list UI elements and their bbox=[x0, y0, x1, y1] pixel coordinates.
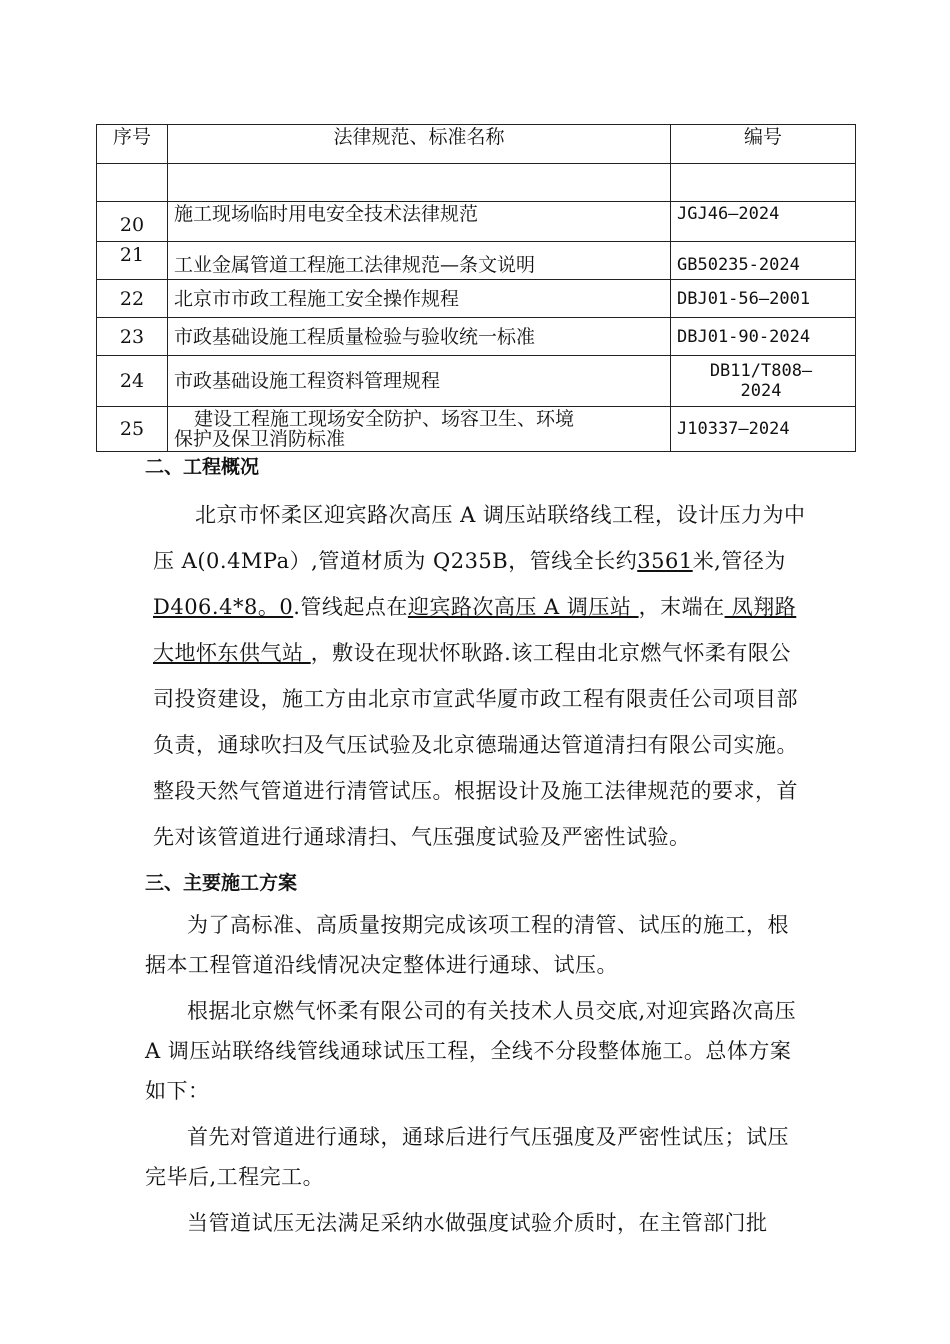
row-no: 21 bbox=[97, 242, 168, 280]
header-name: 法律规范、标准名称 bbox=[168, 125, 671, 164]
text-run: ，末端在 bbox=[638, 595, 725, 619]
table-row bbox=[97, 356, 856, 407]
section2-heading: 二、工程概况 bbox=[145, 456, 260, 478]
section3-heading: 三、主要施工方案 bbox=[145, 872, 298, 894]
header-code: 编号 bbox=[671, 125, 856, 164]
row-no: 24 bbox=[97, 356, 168, 407]
row-no bbox=[97, 164, 168, 202]
header-no: 序号 bbox=[97, 125, 168, 164]
row-name: 市政基础设施工程资料管理规程 bbox=[168, 356, 671, 407]
pipe-diameter: D406.4*8。0 bbox=[153, 595, 294, 619]
row-code-line1: DB11/T808— bbox=[709, 361, 813, 381]
row-name: 市政基础设施工程质量检验与验收统一标准 bbox=[168, 318, 671, 356]
section3-paragraph: 为了高标准、高质量按期完成该项工程的清管、试压的施工，根据本工程管道沿线情况决定整体进行通球、试压。 bbox=[145, 913, 789, 977]
row-name-line2: 保护及保卫消防标准 bbox=[174, 428, 346, 450]
row-code bbox=[671, 164, 856, 202]
row-code: JGJ46—2024 bbox=[671, 202, 856, 242]
row-no: 22 bbox=[97, 280, 168, 318]
row-code: DBJ01-56—2001 bbox=[671, 280, 856, 318]
row-name: 工业金属管道工程施工法律规范—条文说明 bbox=[168, 242, 671, 280]
row-code: DBJ01-90-2024 bbox=[671, 318, 856, 356]
row-code: GB50235-2024 bbox=[671, 242, 856, 280]
pipe-length: 3561 bbox=[637, 549, 693, 573]
row-name: 北京市市政工程施工安全操作规程 bbox=[168, 280, 671, 318]
section3-paragraph: 首先对管道进行通球，通球后进行气压强度及严密性试压；试压完毕后,工程完工。 bbox=[145, 1125, 789, 1189]
section3-paragraph: 根据北京燃气怀柔有限公司的有关技术人员交底,对迎宾路次高压 A 调压站联络线管线通球试压工程，全线不分段整体施工。总体方案如下： bbox=[145, 999, 797, 1103]
table-row bbox=[97, 407, 856, 452]
start-point: 迎宾路次高压 A 调压站 bbox=[407, 595, 639, 619]
table-row bbox=[97, 280, 856, 318]
table-row bbox=[97, 164, 856, 202]
text-run: 米,管径为 bbox=[692, 549, 786, 573]
section2-paragraph bbox=[153, 492, 808, 860]
section3-body bbox=[145, 905, 810, 1249]
row-name bbox=[168, 164, 671, 202]
row-code bbox=[671, 356, 856, 407]
row-no: 25 bbox=[97, 407, 168, 452]
row-name bbox=[168, 407, 671, 452]
text-run: .管线起点在 bbox=[293, 595, 408, 619]
row-code: J10337—2024 bbox=[671, 407, 856, 452]
table-header-row bbox=[97, 125, 856, 164]
table-row bbox=[97, 318, 856, 356]
table-row bbox=[97, 202, 856, 242]
row-no: 23 bbox=[97, 318, 168, 356]
section3-paragraph: 当管道试压无法满足采纳水做强度试验介质时，在主管部门批 bbox=[187, 1211, 768, 1235]
table-row bbox=[97, 242, 856, 280]
text-run: ，敷设在现状怀耿路.该工程由北京燃气怀柔有限公司投资建设，施工方由北京市宣武华厦市政工程有限责任公司项目部负责，通球吹扫及气压试验及北京德瑞通达管道清扫有限公司实施。整段天然气管道进行清管试压。根据设计及施工法律规范的要求，首先对该管道进行通球清扫、气压强度试验及严密性试验。 bbox=[153, 641, 798, 849]
text-run: 北京市怀柔区迎宾路次高压 A 调压站联络线工程，设计压力为中压 A(0.4MPa）,管道材质为 Q235B，管线全长约 bbox=[153, 503, 806, 573]
row-no: 20 bbox=[97, 202, 168, 242]
row-name: 施工现场临时用电安全技术法律规范 bbox=[168, 202, 671, 242]
row-code-line2: 2024 bbox=[740, 381, 782, 401]
end-point: 凤翔路大地怀东供气站 bbox=[153, 595, 797, 665]
standards-table bbox=[96, 124, 856, 452]
row-name-line1: 建设工程施工现场安全防护、场容卫生、环境 bbox=[194, 408, 575, 430]
section2-body bbox=[153, 492, 808, 860]
